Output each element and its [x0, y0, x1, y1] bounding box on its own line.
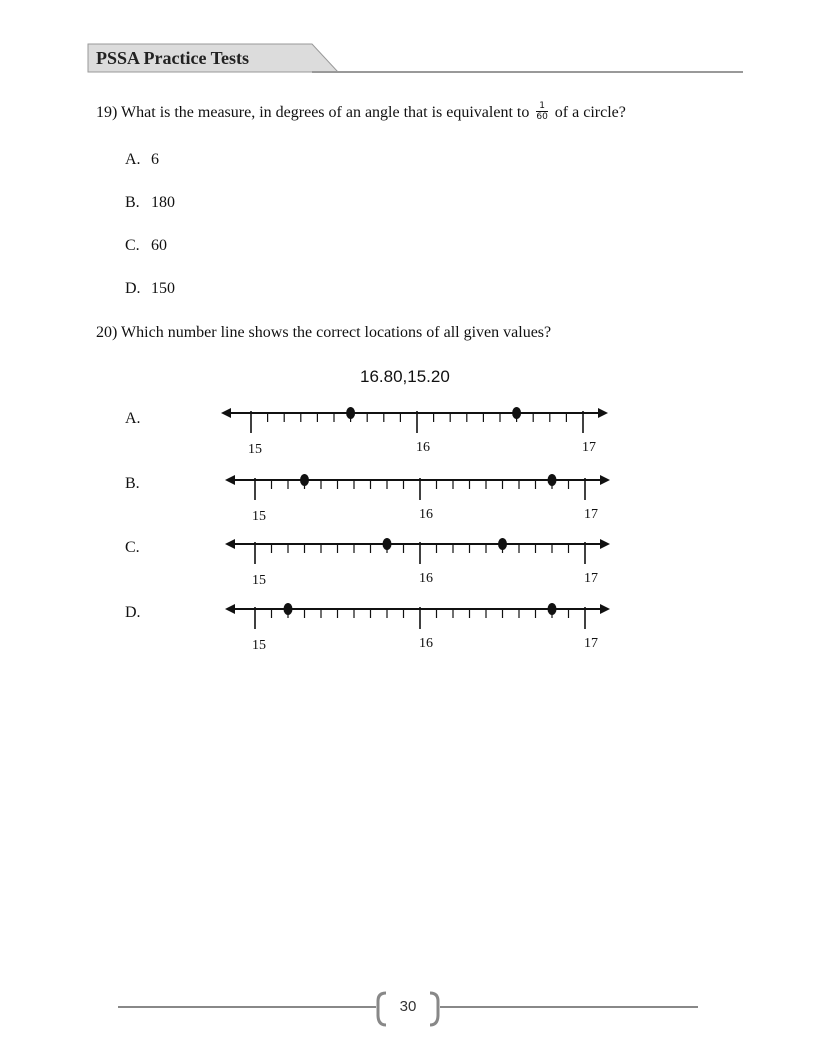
right-arrow-icon	[600, 539, 610, 549]
tick-label-d-17: 17	[584, 636, 598, 651]
question-19-prefix: 19) What is the measure, in degrees of an angle that is equivalent to	[96, 104, 530, 122]
given-values: 16.80,15.20	[360, 367, 450, 386]
tick-label-b-17: 17	[584, 507, 598, 522]
tick-label-c-15: 15	[252, 573, 266, 588]
tick-label-d-15: 15	[252, 638, 266, 653]
left-bracket-icon	[378, 993, 386, 1025]
q20-choice-a-letter[interactable]: A.	[125, 410, 141, 427]
tick-label-a-16: 16	[416, 440, 430, 455]
choice-letter: C.	[125, 237, 140, 254]
tick-label-b-15: 15	[252, 509, 266, 524]
tick-label-d-16: 16	[419, 636, 433, 651]
tick-label-c-17: 17	[584, 571, 598, 586]
page-number: 30	[399, 998, 417, 1015]
data-point-b-1	[300, 474, 309, 486]
data-point-c-2	[498, 538, 507, 550]
right-arrow-icon	[600, 475, 610, 485]
choice-text: 150	[151, 280, 175, 297]
left-arrow-icon	[221, 408, 231, 418]
tick-label-b-16: 16	[419, 507, 433, 522]
q20-choice-d-letter[interactable]: D.	[125, 604, 141, 621]
right-arrow-icon	[598, 408, 608, 418]
choice-letter: D.	[125, 280, 141, 297]
data-point-a-2	[512, 407, 521, 419]
tick-label-c-16: 16	[419, 571, 433, 586]
tick-label-a-15: 15	[248, 442, 262, 457]
left-arrow-icon	[225, 539, 235, 549]
question-19-suffix: of a circle?	[554, 104, 626, 122]
choice-text: 180	[151, 194, 175, 211]
right-bracket-icon	[430, 993, 438, 1025]
fraction-numerator: 1	[536, 101, 547, 112]
question-20: 20) Which number line shows the correct locations of all given values?	[96, 324, 552, 341]
data-point-d-2	[548, 603, 557, 615]
choice-text: 6	[151, 151, 159, 168]
fraction-denominator: 60	[536, 112, 548, 122]
data-point-d-1	[284, 603, 293, 615]
data-point-b-2	[548, 474, 557, 486]
tick-label-a-17: 17	[582, 440, 596, 455]
choice-letter: A.	[125, 151, 141, 168]
data-point-a-1	[346, 407, 355, 419]
left-arrow-icon	[225, 604, 235, 614]
left-arrow-icon	[225, 475, 235, 485]
right-arrow-icon	[600, 604, 610, 614]
header-title: PSSA Practice Tests	[96, 48, 249, 68]
q20-choice-c-letter[interactable]: C.	[125, 539, 140, 556]
q20-choice-b-letter[interactable]: B.	[125, 475, 140, 492]
choice-text: 60	[151, 237, 167, 254]
data-point-c-1	[383, 538, 392, 550]
choice-letter: B.	[125, 194, 140, 211]
